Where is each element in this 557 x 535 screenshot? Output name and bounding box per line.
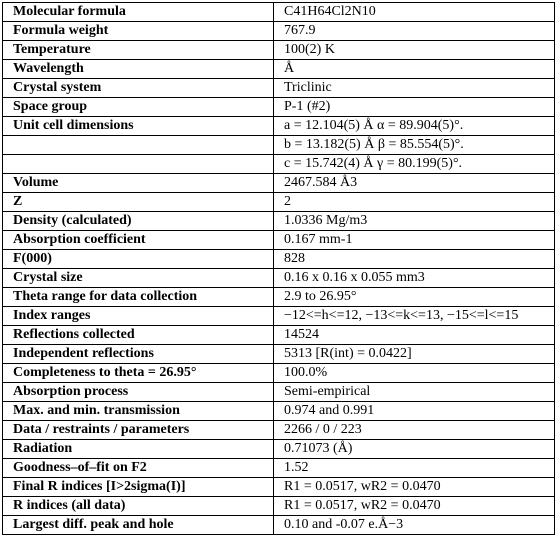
table-row	[3, 402, 555, 421]
table-row	[3, 155, 555, 174]
row-key: Formula weight	[3, 22, 274, 41]
table-row	[3, 269, 555, 288]
row-value: a = 12.104(5) Å α = 89.904(5)°.	[274, 117, 555, 136]
table-row	[3, 459, 555, 478]
row-value: 2.9 to 26.95°	[274, 288, 555, 307]
table-row	[3, 383, 555, 402]
table-row	[3, 174, 555, 193]
table-row	[3, 41, 555, 60]
row-key: Independent reflections	[3, 345, 274, 364]
row-value: Triclinic	[274, 79, 555, 98]
row-key: Molecular formula	[3, 3, 274, 22]
row-value: 767.9	[274, 22, 555, 41]
row-value: 100.0%	[274, 364, 555, 383]
row-value: 14524	[274, 326, 555, 345]
table-row	[3, 478, 555, 497]
row-key	[3, 136, 274, 155]
row-key: Reflections collected	[3, 326, 274, 345]
row-key: Density (calculated)	[3, 212, 274, 231]
row-key: Unit cell dimensions	[3, 117, 274, 136]
row-key: Absorption coefficient	[3, 231, 274, 250]
row-key: F(000)	[3, 250, 274, 269]
row-key: Z	[3, 193, 274, 212]
row-key: Index ranges	[3, 307, 274, 326]
table-row	[3, 98, 555, 117]
table-row	[3, 288, 555, 307]
row-key: Absorption process	[3, 383, 274, 402]
row-value: 1.0336 Mg/m3	[274, 212, 555, 231]
row-key: Theta range for data collection	[3, 288, 274, 307]
row-key	[3, 155, 274, 174]
row-key: Goodness–of–fit on F2	[3, 459, 274, 478]
row-key: Wavelength	[3, 60, 274, 79]
table-row	[3, 345, 555, 364]
row-key: Crystal size	[3, 269, 274, 288]
row-key: Max. and min. transmission	[3, 402, 274, 421]
row-value: −12<=h<=12, −13<=k<=13, −15<=l<=15	[274, 307, 555, 326]
row-value: P-1 (#2)	[274, 98, 555, 117]
table-row	[3, 497, 555, 516]
row-key: Crystal system	[3, 79, 274, 98]
row-value: 2	[274, 193, 555, 212]
row-value: 2266 / 0 / 223	[274, 421, 555, 440]
row-key: Data / restraints / parameters	[3, 421, 274, 440]
row-value: R1 = 0.0517, wR2 = 0.0470	[274, 497, 555, 516]
row-value: Å	[274, 60, 555, 79]
row-value: Semi-empirical	[274, 383, 555, 402]
table-row	[3, 440, 555, 459]
row-key: Volume	[3, 174, 274, 193]
row-value: c = 15.742(4) Å γ = 80.199(5)°.	[274, 155, 555, 174]
table-row	[3, 231, 555, 250]
row-value: 0.167 mm-1	[274, 231, 555, 250]
table-row	[3, 136, 555, 155]
table-row	[3, 3, 555, 22]
table-row	[3, 307, 555, 326]
row-value: 1.52	[274, 459, 555, 478]
row-value: C41H64Cl2N10	[274, 3, 555, 22]
row-value: 0.71073 (Å)	[274, 440, 555, 459]
crystal-data-table	[2, 2, 555, 535]
row-value: b = 13.182(5) Å β = 85.554(5)°.	[274, 136, 555, 155]
row-value: 0.10 and -0.07 e.Å−3	[274, 516, 555, 535]
row-value: 5313 [R(int) = 0.0422]	[274, 345, 555, 364]
table-row	[3, 22, 555, 41]
table-row	[3, 193, 555, 212]
row-value: 0.974 and 0.991	[274, 402, 555, 421]
table-row	[3, 60, 555, 79]
row-value: 0.16 x 0.16 x 0.055 mm3	[274, 269, 555, 288]
row-value: 100(2) K	[274, 41, 555, 60]
row-key: Largest diff. peak and hole	[3, 516, 274, 535]
row-key: Temperature	[3, 41, 274, 60]
row-key: R indices (all data)	[3, 497, 274, 516]
table-row	[3, 516, 555, 535]
table-row	[3, 79, 555, 98]
table-row	[3, 212, 555, 231]
row-key: Completeness to theta = 26.95°	[3, 364, 274, 383]
table-row	[3, 250, 555, 269]
table-row	[3, 421, 555, 440]
row-value: 828	[274, 250, 555, 269]
row-value: R1 = 0.0517, wR2 = 0.0470	[274, 478, 555, 497]
row-key: Final R indices [I>2sigma(I)]	[3, 478, 274, 497]
row-key: Radiation	[3, 440, 274, 459]
table-row	[3, 117, 555, 136]
row-key: Space group	[3, 98, 274, 117]
row-value: 2467.584 Å3	[274, 174, 555, 193]
table-row	[3, 364, 555, 383]
table-row	[3, 326, 555, 345]
